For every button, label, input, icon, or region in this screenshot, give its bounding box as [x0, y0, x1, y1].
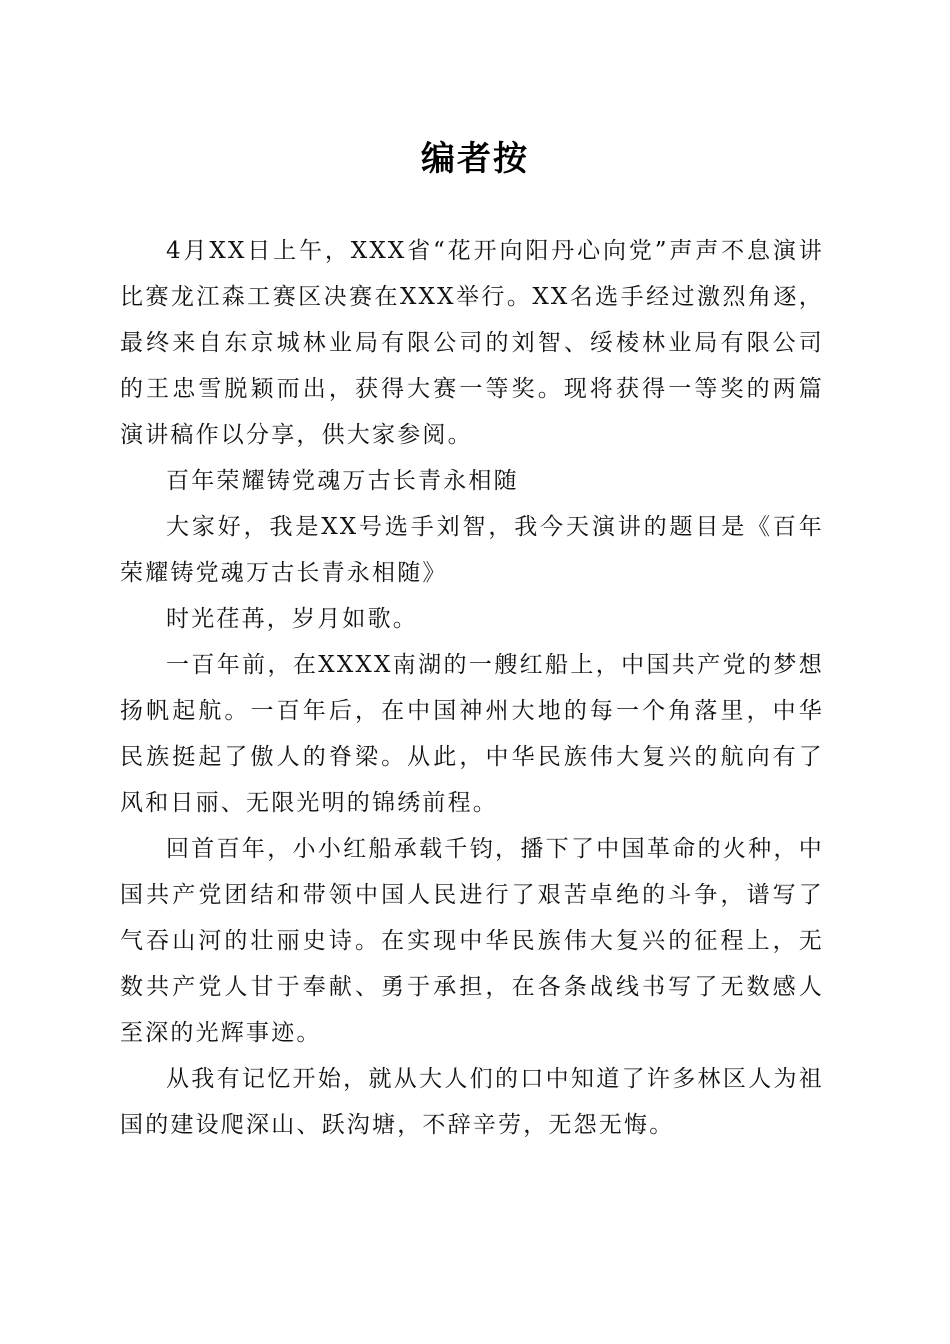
paragraph-review: 回首百年，小小红船承载千钧，播下了中国革命的火种，中国共产党团结和带领中国人民进行了艰苦卓绝的斗争，谱写了气吞山河的壮丽史诗。在实现中华民族伟大复兴的征程上，无数共产党人甘于奉献、勇于承担，在各条战线书写了无数感人至深的光辉事迹。 — [120, 836, 824, 1046]
speech-title: 百年荣耀铸党魂万古长青永相随 — [166, 468, 519, 494]
paragraph-greeting: 大家好，我是XX号选手刘智，我今天演讲的题目是《百年荣耀铸党魂万古长青永相随》 — [120, 514, 824, 586]
document-body — [120, 228, 824, 1148]
paragraph-memory: 从我有记忆开始，就从大人们的口中知道了许多林区人为祖国的建设爬深山、跃沟塘，不辞辛劳，无怨无悔。 — [120, 1066, 824, 1138]
paragraph-intro: 4月XX日上午，XXX省“花开向阳丹心向党”声声不息演讲比赛龙江森工赛区决赛在XXX举行。XX名选手经过激烈角逐，最终来自东京城林业局有限公司的刘智、绥棱林业局有限公司的王忠雪脱颖而出，获得大赛一等奖。现将获得一等奖的两篇演讲稿作以分享，供大家参阅。 — [120, 238, 824, 448]
page-title: 编者按 — [421, 139, 529, 179]
paragraph-history: 一百年前，在XXXX南湖的一艘红船上，中国共产党的梦想扬帆起航。一百年后，在中国神州大地的每一个角落里，中华民族挺起了傲人的脊梁。从此，中华民族伟大复兴的航向有了风和日丽、无限光明的锦绣前程。 — [120, 652, 824, 816]
paragraph-time: 时光荏苒，岁月如歌。 — [166, 606, 418, 632]
